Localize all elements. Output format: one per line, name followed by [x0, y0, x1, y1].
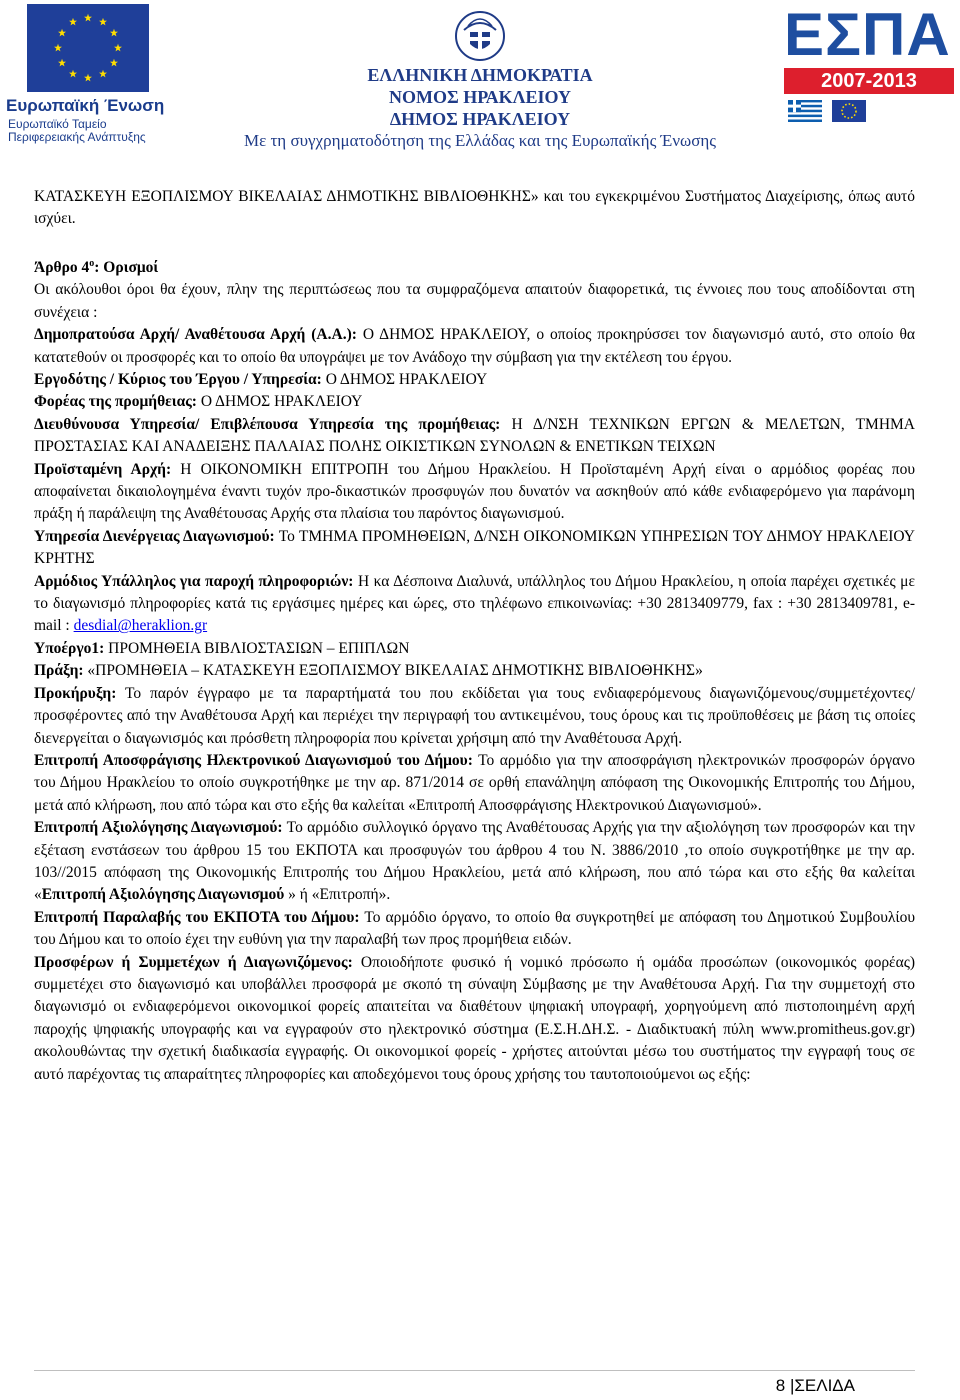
document-body — [34, 186, 915, 1086]
definition-acceptance-committee: Επιτροπή Παραλαβής του ΕΚΠΟΤΑ του Δήμου: Το αρμόδιο όργανο, το οποίο θα συγκροτηθεί με απόφαση του Δημοτικού Συμβουλίου του Δήμου και το οποίο έχει την ευθύνη για την παραλαβή των προς προμήθεια ειδών. — [34, 908, 915, 949]
definition-notice: Προκήρυξη: Το παρόν έγγραφο με τα παραρτήματά του που εκδίδεται για τους ενδιαφερόμενους διαγωνιζόμενους/συμμετέχοντες/προσφέροντες από την Αναθέτουσα Αρχή και περιέχει την περιγραφή του αντικειμένου, τους όρους και τις προϋποθέσεις με βάση τις οποίες διενεργείται ο διαγωνισμός και πρόσθετη πληροφορία που κρίνεται χρήσιμη από την Αναθέτουσα Αρχή. — [34, 684, 915, 747]
definition-procurement-body: Φορέας της προμήθειας: Ο ΔΗΜΟΣ ΗΡΑΚΛΕΙΟΥ — [34, 393, 363, 411]
intro-paragraph: ΚΑΤΑΣΚΕΥΗ ΕΞΟΠΛΙΣΜΟΥ ΒΙΚΕΛΑΙΑΣ ΔΗΜΟΤΙΚΗΣ ΒΙΒΛΙΟΘΗΚΗΣ» και του εγκεκριμένου Συστήματος Διαχείρισης, όπως αυτό ισχύει. — [34, 188, 915, 228]
email-link[interactable]: desdial@heraklion.gr — [73, 617, 208, 635]
page-number: 8 |ΣΕΛΙΔΑ — [775, 1376, 855, 1395]
page-header — [0, 0, 960, 160]
article-intro: Οι ακόλουθοι όροι θα έχουν, πλην της περιπτώσεως που τα συμφραζόμενα απαιτούν διαφορετικά, τις έννοιες που τους αποδίδονται στη συνέχεια : — [34, 281, 915, 321]
flags-icon — [788, 100, 948, 122]
definition-contracting-authority: Δημοπρατούσα Αρχή/ Αναθέτουσα Αρχή (Α.Α.): Ο ΔΗΜΟΣ ΗΡΑΚΛΕΙΟΥ, ο οποίος προκηρύσσει τον διαγωνισμό αυτό, στο οποίο θα κατατεθούν οι προσφορές και το οποίο θα υπογράψει με τον Ανάδοχο την σύμβαση για την εκτέλεση του έργου. — [34, 326, 915, 366]
definition-opening-committee: Επιτροπή Αποσφράγισης Ηλεκτρονικού Διαγωνισμού του Δήμου: Το αρμόδιο για την αποσφράγιση ηλεκτρονικών προσφορών όργανο του Δήμου Ηρακλείου το οποίο συγκροτήθηκε με την αρ. 871/2014 σε ορθή επανάληψη απόφαση της Οικονομικής Επιτροπής του Δήμου, μετά από κλήρωση, που από τώρα και στο εξής θα καλείται «Επιτροπή Αποσφράγισης Ηλεκτρονικού Διαγωνισμού». — [34, 751, 915, 814]
header-line-3: ΔΗΜΟΣ ΗΡΑΚΛΕΙΟΥ — [389, 109, 571, 129]
header-line-1: ΕΛΛΗΝΙΚΗ ΔΗΜΟΚΡΑΤΙΑ — [367, 65, 593, 85]
definition-tender-service: Υπηρεσία Διενέργειας Διαγωνισμού: Το ΤΜΗΜΑ ΠΡΟΜΗΘΕΙΩΝ, Δ/ΝΣΗ ΟΙΚΟΝΟΜΙΚΩΝ ΥΠΗΡΕΣΙΩΝ ΤΟΥ ΔΗΜΟΥ ΗΡΑΚΛΕΙΟΥ ΚΡΗΤΗΣ — [34, 527, 915, 568]
article-title: Άρθρο $4^o$: Ορισμοί — [34, 257, 159, 276]
header-line-2: ΝΟΜΟΣ ΗΡΑΚΛΕΙΟΥ — [388, 87, 572, 107]
eu-small-flag-icon — [832, 100, 866, 122]
footer-divider — [34, 1370, 915, 1371]
eu-title: Ευρωπαϊκή Ένωση — [6, 96, 165, 115]
espa-word: ΕΣΠΑ — [784, 1, 951, 68]
greek-emblem-icon — [452, 8, 508, 64]
espa-years: 2007-2013 — [784, 68, 954, 94]
definition-action: Πράξη: «ΠΡΟΜΗΘΕΙΑ – ΚΑΤΑΣΚΕΥΗ ΕΞΟΠΛΙΣΜΟΥ ΒΙΚΕΛΑΙΑΣ ΔΗΜΟΤΙΚΗΣ ΒΙΒΛΙΟΘΗΚΗΣ» — [34, 662, 703, 680]
definition-employer: Εργοδότης / Κύριος του Έργου / Υπηρεσία: Ο ΔΗΜΟΣ ΗΡΑΚΛΕΙΟΥ — [34, 371, 488, 388]
definition-contact-officer: Αρμόδιος Υπάλληλος για παροχή πληροφοριών: Η κα Δέσποινα Διαλυνά, υπάλληλος του Δήμου Ηρακλείου, η οποία παρέχει σχετικές με το διαγωνισμό πληροφορίες κατά τις εργάσιμες ημέρες και ώρες, στο τηλέφωνο επικοινωνίας: +30 2813409779, fax : +30 2813409781, e-mail : desdial@heraklion.gr — [34, 572, 916, 635]
definition-superior-authority: Προϊσταμένη Αρχή: Η ΟΙΚΟΝΟΜΙΚΗ ΕΠΙΤΡΟΠΗ του Δήμου Ηρακλείου. Η Προϊσταμένη Αρχή είναι ο αρμόδιος φορέας που αποφαίνεται δικαιολογημένα έναντι τυχόν προ-δικαστικών προσφυγών που δυνατόν να ασκηθούν από κάθε ενδιαφερόμενο για παράνομη πράξη ή παράλειψη της Αναθέτουσας Αρχής στα πλαίσια του παρόντος διαγωνισμού. — [34, 460, 916, 523]
definition-supervising-service: Διευθύνουσα Υπηρεσία/ Επιβλέπουσα Υπηρεσία της προμήθειας: Η Δ/ΝΣΗ ΤΕΧΝΙΚΩΝ ΕΡΓΩΝ & ΜΕΛΕΤΩΝ, ΤΜΗΜΑ ΠΡΟΣΤΑΣΙΑΣ ΚΑΙ ΑΝΑΔΕΙΞΗΣ ΠΑΛΑΙΑΣ ΠΟΛΗΣ ΟΙΚΙΣΤΙΚΩΝ ΣΥΝΟΛΩΝ & ΕΝΕΤΙΚΩΝ ΤΕΙΧΩΝ — [34, 415, 915, 456]
eu-logo — [6, 4, 166, 144]
definition-bidder: Προσφέρων ή Συμμετέχων ή Διαγωνιζόμενος: Οποιοδήποτε φυσικό ή νομικό πρόσωπο ή ομάδα προσώπων (οικονομικός φορέας) συμμετέχει στο διαγωνισμό και υποβάλλει προσφορά με σκοπό τη σύναψη Σύμβασης με την Αναθέτουσα Αρχή. Για την συμμετοχή στο διαγωνισμό οι ενδιαφερόμενοι οικονομικοί φορείς απαιτείται να διαθέτουν ψηφιακή υπογραφή, χορηγούμενη από πιστοποιημένη αρχή παροχής ψηφιακής υπογραφής και να εγγραφούν στο ηλεκτρονικό σύστημα (Ε.Σ.Η.ΔΗ.Σ. - Διαδικτυακή πύλη www.promitheus.gov.gr) ακολουθώντας την σχετική διαδικασία εγγραφής. Οι οικονομικοί φορείς - χρήστες αιτούνται μέσω του συστήματος την εγγραφή τους σε αυτό παρέχοντας τις απαραίτητες πληροφορίες και αποδεχόμενοι τους όρους χρήσης του ταυτοποιούμενοι ως εξής: — [34, 953, 915, 1083]
eu-flag-icon — [27, 4, 149, 92]
espa-logo — [780, 1, 956, 124]
eu-subtitle: Ευρωπαϊκό Ταμείο Περιφερειακής Ανάπτυξης — [8, 117, 146, 144]
header-line-4: Με τη συγχρηματοδότηση της Ελλάδας και της Ευρωπαϊκής Ένωσης — [243, 131, 717, 150]
greek-flag-icon — [788, 100, 822, 122]
definition-subproject: Υποέργο1: ΠΡΟΜΗΘΕΙΑ ΒΙΒΛΙΟΣΤΑΣΙΩΝ – ΕΠΙΠΛΩΝ — [34, 639, 410, 657]
header-center — [190, 8, 770, 152]
definition-evaluation-committee: Επιτροπή Αξιολόγησης Διαγωνισμού: Το αρμόδιο συλλογικό όργανο της Αναθέτουσας Αρχής για την αξιολόγηση των προσφορών και την εξέταση ενστάσεων του άρθρου 15 του ΕΚΠΟΤΑ και προσφυγών του άρθρου 4 του Ν. 3886/2010 ,το οποίο συγκροτήθηκε με την αρ. 103//2015 απόφαση της Οικονομικής Επιτροπής του Δήμου Ηρακλείου, μετά από κλήρωση, που από τώρα και στο εξής θα καλείται «Επιτροπή Αξιολόγησης Διαγωνισμού » ή «Επιτροπή». — [34, 819, 915, 904]
